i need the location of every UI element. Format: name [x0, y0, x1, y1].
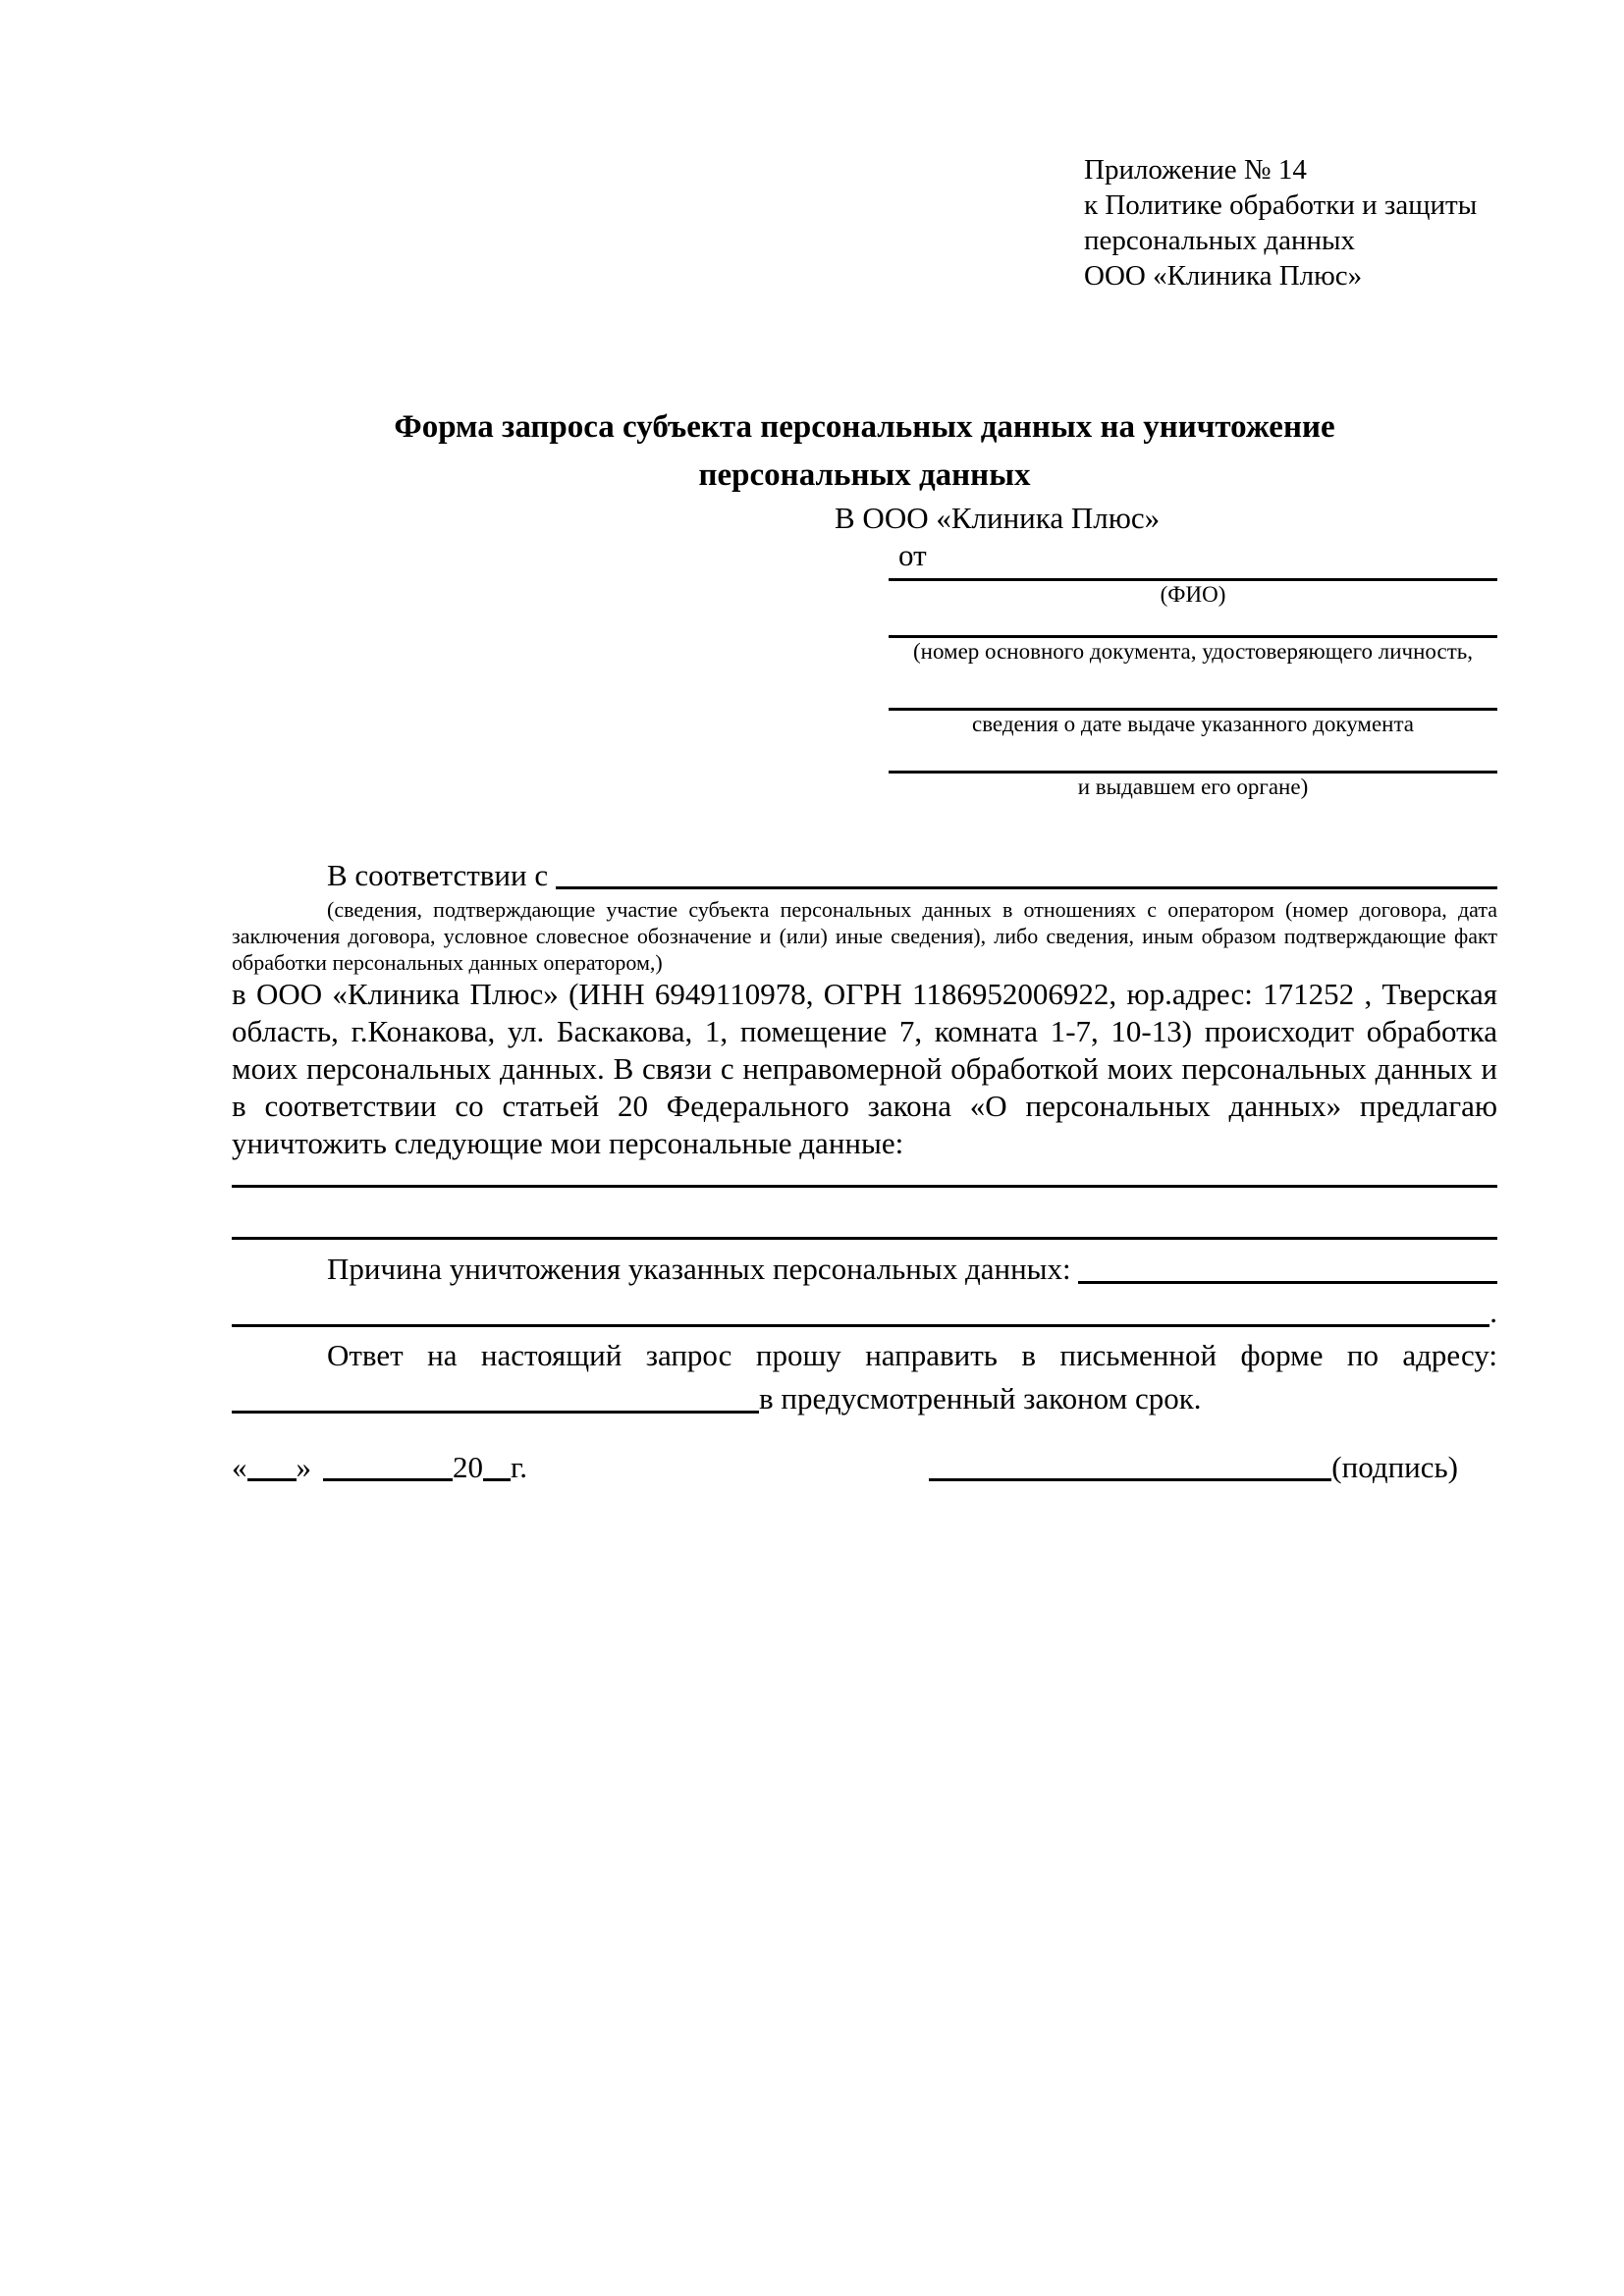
body-paragraph: в ООО «Клиника Плюс» (ИНН 6949110978, ОГРН 1186952006922, юр.адрес: 171252 , Тверская область, г.Конакова, ул. Баскакова, 1, помещение 7, комната 1-7, 10-13) происходит обработка моих персональных данных. В связи с неправомерной обработкой моих персональных данных и в соответствии со статьей 20 Федерального закона «О персональных данных» предлагаю уничтожить следующие мои персональные данные:: [232, 977, 1497, 1160]
from-label: от: [898, 538, 927, 572]
appendix-header-line: Приложение № 14: [1084, 154, 1307, 186]
year-suffix-text: г.: [511, 1450, 527, 1484]
signature-caption: (подпись): [1331, 1450, 1458, 1484]
reason-field-line-2[interactable]: [232, 1324, 1489, 1327]
accordance-label: В соответствии с: [327, 858, 556, 892]
issue-date-field-line[interactable]: [889, 665, 1497, 711]
term-text: в предусмотренный законом срок.: [759, 1381, 1202, 1415]
date-signature-row: [232, 1446, 1497, 1489]
answer-paragraph: Ответ на настоящий запрос прошу направить в письменной форме по адресу:: [327, 1338, 1497, 1372]
applicant-fields-block: [889, 574, 1497, 800]
reason-field-line[interactable]: [1078, 1281, 1497, 1284]
issuing-authority-field: [889, 737, 1497, 800]
fio-field-line[interactable]: [889, 574, 1497, 581]
personal-data-field-line-1[interactable]: [232, 1162, 1497, 1188]
month-field-line[interactable]: [323, 1449, 453, 1481]
address-field-line[interactable]: [232, 1411, 759, 1414]
accordance-row: [232, 855, 1497, 896]
issue-date-field: [889, 665, 1497, 737]
document-title-line: Форма запроса субъекта персональных данных на уничтожение: [394, 409, 1335, 445]
accordance-field-line[interactable]: [556, 886, 1497, 889]
period-text: .: [1489, 1295, 1497, 1329]
signature-group: [929, 1446, 1458, 1489]
reason-label: Причина уничтожения указанных персональных данных:: [327, 1252, 1079, 1286]
reason-continuation-row: [232, 1291, 1497, 1334]
day-field-line[interactable]: [247, 1449, 297, 1481]
fio-field-caption: (ФИО): [1160, 582, 1226, 607]
document-number-field-caption: (номер основного документа, удостоверяющего личность,: [912, 639, 1473, 664]
document-title-line: персональных данных: [698, 457, 1031, 493]
fio-field: [889, 574, 1497, 608]
document-number-field-line[interactable]: [889, 608, 1497, 638]
date-group: [232, 1446, 527, 1489]
accordance-footnote: (сведения, подтверждающие участие субъекта персональных данных в отношениях с оператором (номер договора, дата заключения договора, условное словесное обозначение и (или) иные сведения), либо сведения, иным образом подтверждающие факт обработки персональных данных оператором,): [232, 897, 1497, 975]
personal-data-field-line-2[interactable]: [232, 1188, 1497, 1240]
open-quote-text: «: [232, 1450, 247, 1484]
century-text: 20: [453, 1450, 483, 1484]
issuing-authority-field-line[interactable]: [889, 737, 1497, 774]
appendix-header-line: к Политике обработки и защиты: [1084, 189, 1478, 221]
appendix-header-line: персональных данных: [1084, 225, 1356, 256]
signature-field-line[interactable]: [929, 1449, 1331, 1481]
year-field-line[interactable]: [483, 1449, 511, 1481]
document-title: [232, 403, 1497, 500]
document-number-field: [889, 608, 1497, 665]
reason-row: [232, 1248, 1497, 1291]
addressee-line: В ООО «Клиника Плюс»: [835, 501, 1161, 535]
appendix-header: [1084, 152, 1497, 294]
address-row: [232, 1377, 1497, 1420]
issue-date-field-caption: сведения о дате выдаче указанного документа: [971, 712, 1415, 736]
appendix-header-line: ООО «Клиника Плюс»: [1084, 260, 1363, 292]
document-content: [232, 0, 1497, 1489]
close-quote-text: »: [296, 1450, 311, 1484]
issuing-authority-field-caption: и выдавшем его органе): [1077, 774, 1309, 799]
